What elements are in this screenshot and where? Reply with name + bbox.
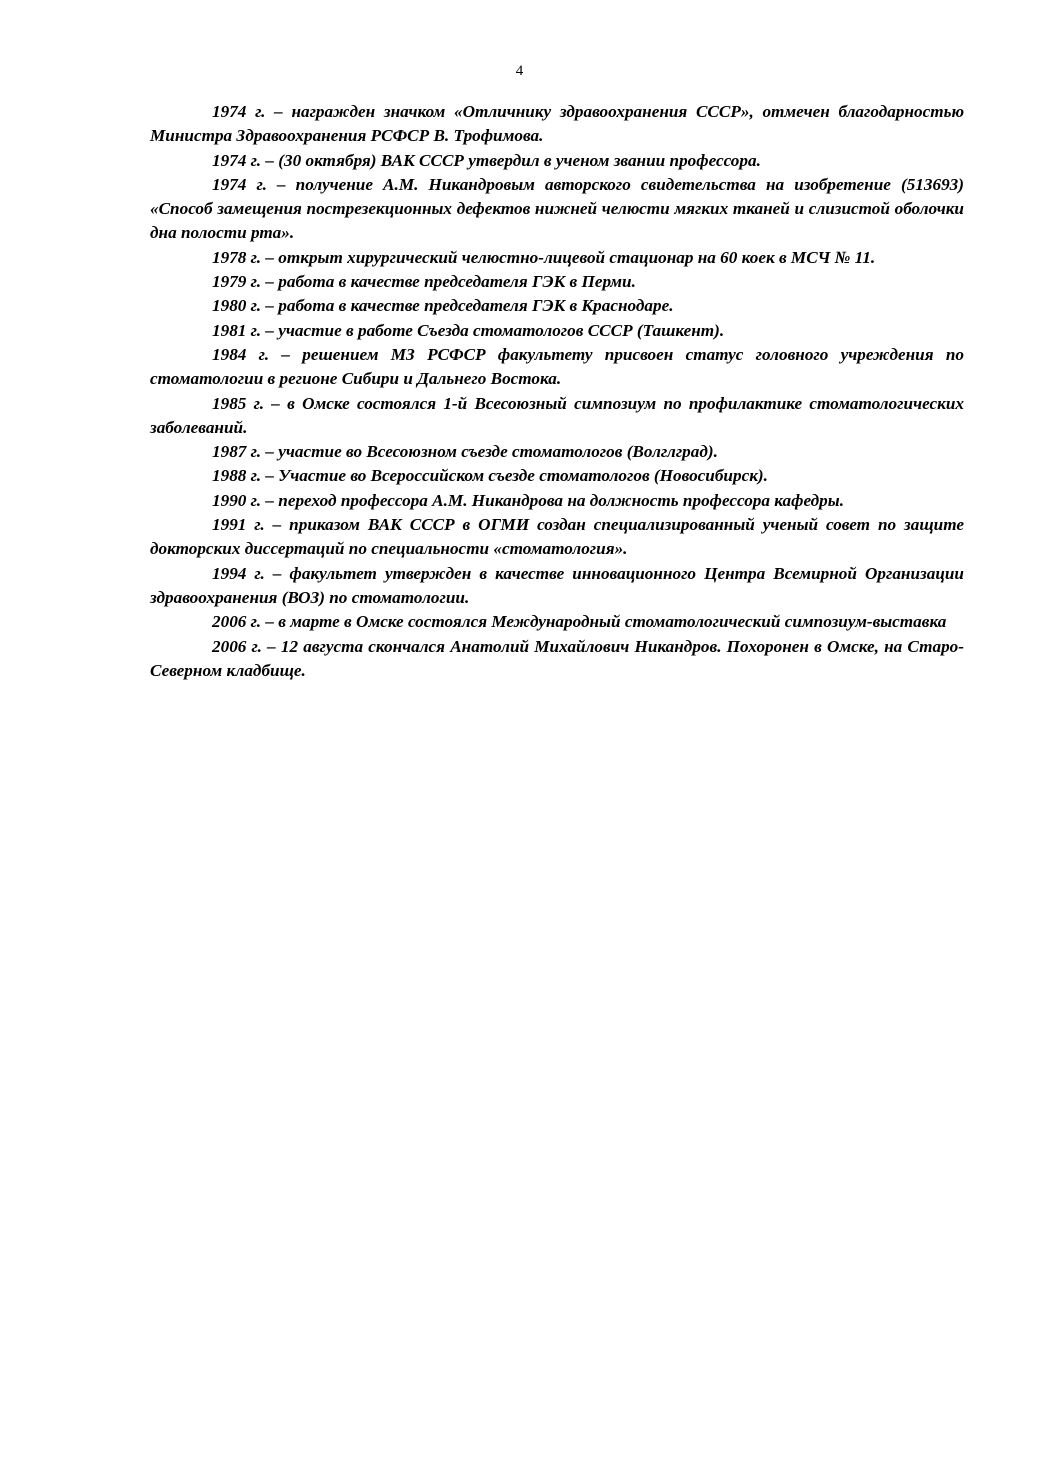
chronology-entry: 1974 г. – награжден значком «Отличнику здравоохранения СССР», отмечен благодарностью Министра Здравоохранения РСФСР В. Трофимова.	[150, 102, 964, 146]
chronology-entry: 1980 г. – работа в качестве председателя ГЭК в Краснодаре.	[212, 296, 674, 316]
chronology-entry: 1979 г. – работа в качестве председателя ГЭК в Перми.	[212, 272, 636, 292]
chronology-text	[150, 100, 964, 683]
chronology-entry: 1991 г. – приказом ВАК СССР в ОГМИ создан специализированный ученый совет по защите докторских диссертаций по специальности «стоматология».	[150, 515, 964, 559]
chronology-entry: 1984 г. – решением МЗ РСФСР факультету присвоен статус головного учреждения по стоматологии в регионе Сибири и Дальнего Востока.	[150, 344, 964, 389]
page-number: 4	[515, 63, 524, 79]
chronology-entry: 1985 г. – в Омске состоялся 1-й Всесоюзный симпозиум по профилактике стоматологических заболеваний.	[150, 393, 964, 437]
chronology-entry: 1987 г. – участие во Всесоюзном съезде стоматологов (Волглград).	[212, 442, 718, 462]
chronology-entry: 1994 г. – факультет утвержден в качестве инновационного Центра Всемирной Организации здравоохранения (ВОЗ) по стоматологии.	[150, 563, 964, 607]
chronology-entry: 1978 г. – открыт хирургический челюстно-лицевой стационар на 60 коек в МСЧ № 11.	[212, 247, 876, 267]
chronology-entry: 2006 г. – 12 августа скончался Анатолий Михайлович Никандров. Похоронен в Омске, на Старо-Северном кладбище.	[150, 636, 964, 680]
chronology-entry: 2006 г. – в марте в Омске состоялся Международный стоматологический симпозиум-выставка	[212, 612, 947, 632]
chronology-entry: 1990 г. – переход профессора А.М. Никандрова на должность профессора кафедры.	[212, 490, 844, 510]
chronology-entry: 1974 г. – получение А.М. Никандровым авторского свидетельства на изобретение (513693) «Способ замещения пострезекционных дефектов нижней челюсти мягких тканей и слизистой оболочки дна полости рта».	[150, 174, 964, 243]
chronology-entry: 1981 г. – участие в работе Съезда стоматологов СССР (Ташкент).	[212, 320, 725, 340]
chronology-entry: 1974 г. – (30 октября) ВАК СССР утвердил в ученом звании профессора.	[212, 150, 761, 170]
chronology-entry: 1988 г. – Участие во Всероссийском съезде стоматологов (Новосибирск).	[212, 466, 768, 486]
